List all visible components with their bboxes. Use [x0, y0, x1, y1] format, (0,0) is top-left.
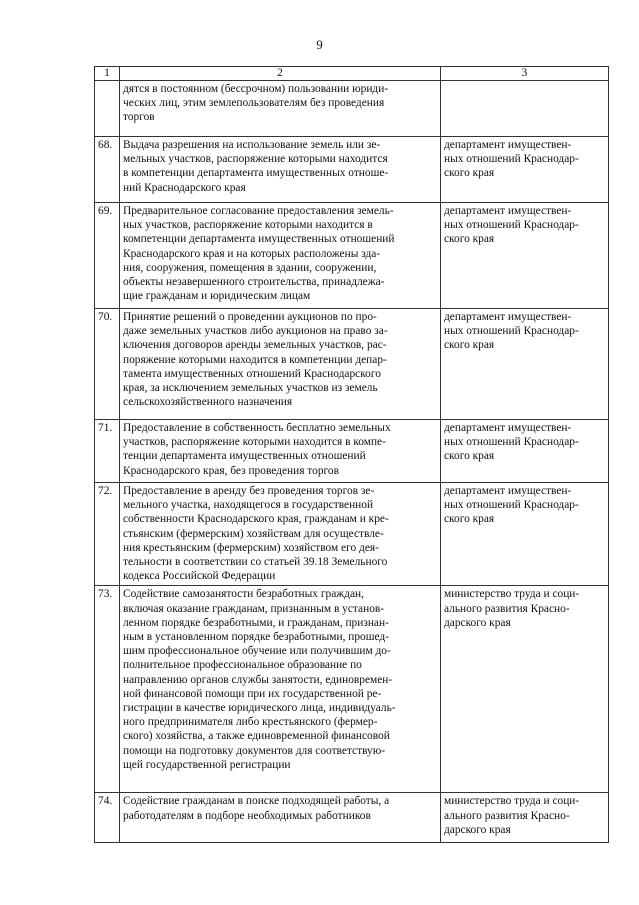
table-row [95, 137, 609, 203]
header-col-1: 1 [95, 67, 120, 81]
row-number: 73. [95, 586, 120, 793]
row-number: 68. [95, 137, 120, 203]
header-col-2: 2 [120, 67, 441, 81]
service-name: Выдача разрешения на использование земель или зе- мельных участков, распоряжение которыми находится в компетенции департамента имущественных отноше- ний Краснодарского края [120, 137, 441, 203]
row-number: 69. [95, 203, 120, 309]
responsible-authority: департамент имуществен- ных отношений Краснодар- ского края [441, 137, 609, 203]
service-name: Содействие гражданам в поиске подходящей работы, а работодателям в подборе необходимых работников [120, 793, 441, 843]
service-name: Предоставление в собственность бесплатно земельных участков, распоряжение которыми находится в компе- тенции департамента имущественных отношений Краснодарского края, без проведения торгов [120, 420, 441, 483]
row-number: 70. [95, 309, 120, 420]
header-row [95, 67, 609, 81]
header-col-3: 3 [441, 67, 609, 81]
table-row [95, 81, 609, 137]
table-row [95, 203, 609, 309]
row-number [95, 81, 120, 137]
table-row [95, 420, 609, 483]
responsible-authority: департамент имуществен- ных отношений Краснодар- ского края [441, 203, 609, 309]
table-row [95, 483, 609, 586]
row-number: 74. [95, 793, 120, 843]
responsible-authority: министерство труда и соци- ального развития Красно- дарского края [441, 793, 609, 843]
table-row [95, 586, 609, 793]
page-number: 9 [316, 37, 323, 52]
row-number: 71. [95, 420, 120, 483]
service-name: Принятие решений о проведении аукционов по про- даже земельных участков либо аукционов на право за- ключения договоров аренды земельных участков, рас- поряжение которыми находится в компетенции депар- тамента имущественных отношений Краснодарского края, за исключением земельных участков из земель сельскохозяйственного назначения [120, 309, 441, 420]
table-row [95, 309, 609, 420]
responsible-authority: департамент имуществен- ных отношений Краснодар- ского края [441, 420, 609, 483]
table-row [95, 793, 609, 843]
services-table [94, 66, 609, 843]
service-name: Предварительное согласование предоставления земель- ных участков, распоряжение которыми находится в компетенции департамента имущественных отношений Краснодарского края и на которых расположены зда- ния, сооружения, помещения в здании, сооружении, объекты незавершенного строительства, принадлежа- щие гражданам и юридическим лицам [120, 203, 441, 309]
service-name: Предоставление в аренду без проведения торгов зе- мельного участка, находящегося в государственной собственности Краснодарского края, гражданам и кре- стьянским (фермерским) хозяйствам для осуществле- ния крестьянским (фермерским) хозяйством его дея- тельности в соответствии со статьей 39.18 Земельного кодекса Российской Федерации [120, 483, 441, 586]
responsible-authority: министерство труда и соци- ального развития Красно- дарского края [441, 586, 609, 793]
service-name: Содействие самозанятости безработных граждан, включая оказание гражданам, признанным в установ- ленном порядке безработными, и гражданам, признан- ным в установленном порядке безработными, прошед- шим профессиональное обучение или получившим до- полнительное профессиональное образование по направлению органов службы занятости, единовремен- ной финансовой помощи при их государственной ре- гистрации в качестве юридического лица, индивидуаль- ного предпринимателя либо крестьянского (фермер- ского) хозяйства, а также единовременной финансовой помощи на подготовку документов для соответствую- щей государственной регистрации [120, 586, 441, 793]
responsible-authority: департамент имуществен- ных отношений Краснодар- ского края [441, 483, 609, 586]
responsible-authority: департамент имуществен- ных отношений Краснодар- ского края [441, 309, 609, 420]
service-name: дятся в постоянном (бессрочном) пользовании юриди- ческих лиц, этим землепользователям без проведения торгов [120, 81, 441, 137]
responsible-authority [441, 81, 609, 137]
table-body [95, 81, 609, 843]
table-header [95, 67, 609, 81]
row-number: 72. [95, 483, 120, 586]
